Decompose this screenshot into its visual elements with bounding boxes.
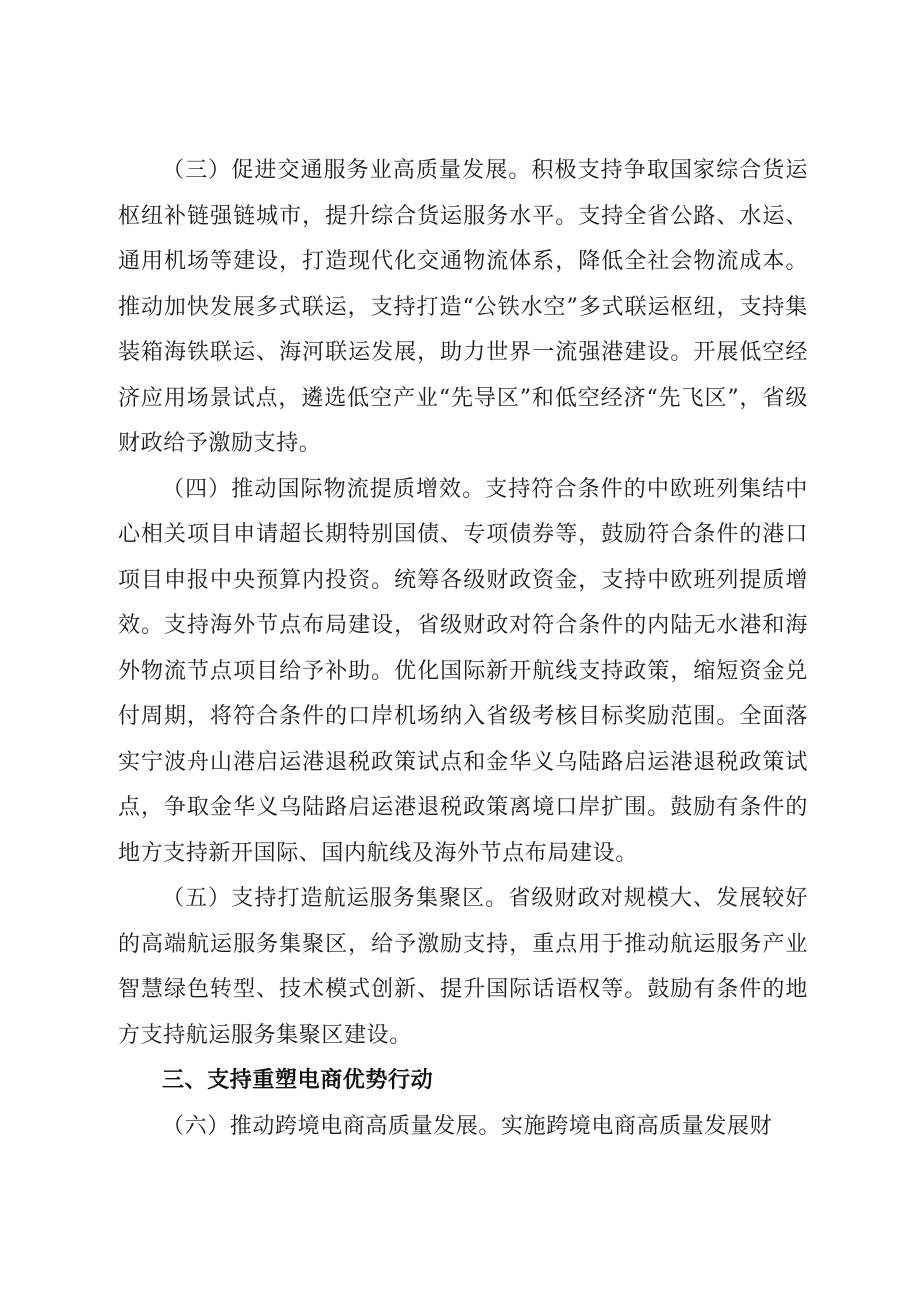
paragraph-section-4: （四）推动国际物流提质增效。支持符合条件的中欧班列集结中心相关项目申请超长期特别国债、专项债券等，鼓励符合条件的港口项目申报中央预算内投资。统筹各级财政资金，支持中欧班列提质增效。支持海外节点布局建设，省级财政对符合条件的内陆无水港和海外物流节点项目给予补助。优化国际新开航线支持政策，缩短资金兑付周期，将符合条件的口岸机场纳入省级考核目标奖励范围。全面落实宁波舟山港启运港退税政策试点和金华义乌陆路启运港退税政策试点，争取金华义乌陆路启运港退税政策离境口岸扩围。鼓励有条件的地方支持新开国际、国内航线及海外节点布局建设。: [118, 476, 808, 866]
paragraph-section-6: （六）推动跨境电商高质量发展。实施跨境电商高质量发展财: [162, 1113, 773, 1139]
paragraph-section-3: （三）促进交通服务业高质量发展。积极支持争取国家综合货运枢纽补链强链城市，提升综合货运服务水平。支持全省公路、水运、通用机场等建设，打造现代化交通物流体系，降低全社会物流成本。推动加快发展多式联运，支持打造“公铁水空”多式联运枢纽，支持集装箱海铁联运、海河联运发展，助力世界一流强港建设。开展低空经济应用场景试点，遴选低空产业“先导区”和低空经济“先飞区”，省级财政给予激励支持。: [118, 158, 808, 456]
section-heading: 三、支持重塑电商优势行动: [162, 1068, 434, 1093]
document-body: [118, 148, 808, 1149]
paragraph-section-5: （五）支持打造航运服务集聚区。省级财政对规模大、发展较好的高端航运服务集聚区，给予激励支持，重点用于推动航运服务产业智慧绿色转型、技术模式创新、提升国际话语权等。鼓励有条件的地方支持航运服务集聚区建设。: [118, 886, 808, 1048]
